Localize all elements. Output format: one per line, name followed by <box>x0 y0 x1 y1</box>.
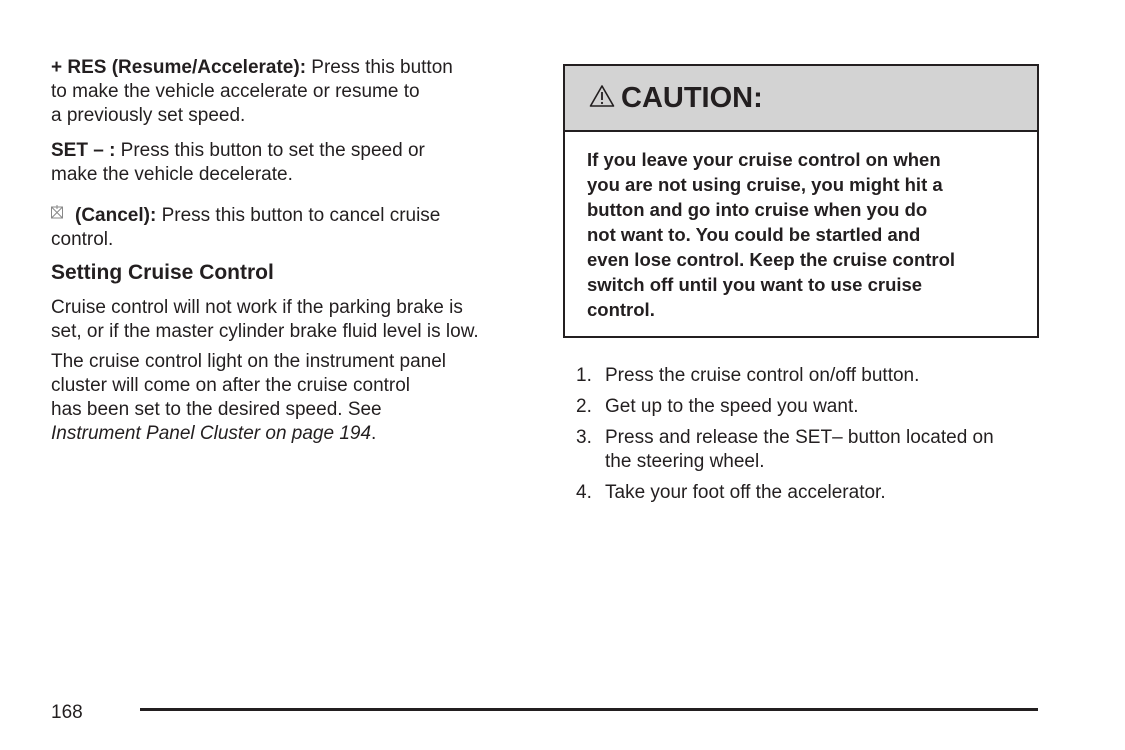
list-item <box>576 426 994 474</box>
step-text: Take your foot off the accelerator. <box>605 482 886 503</box>
set-label: SET – : <box>51 140 116 161</box>
res-text: Press this button to make the vehicle accelerate or resume to a previously set speed. <box>51 57 453 126</box>
step-number: 1. <box>576 365 592 386</box>
cancel-paragraph <box>51 202 440 252</box>
res-label: + RES (Resume/Accelerate): <box>51 57 307 78</box>
para-2-end: . <box>371 423 377 444</box>
caution-title: CAUTION: <box>621 81 763 114</box>
set-text: Press this button to set the speed or make the vehicle decelerate. <box>51 140 425 185</box>
steps-list <box>576 364 994 512</box>
cancel-label: (Cancel): <box>75 205 157 226</box>
list-item <box>576 481 994 505</box>
step-text: Press the cruise control on/off button. <box>605 365 920 386</box>
step-number: 2. <box>576 396 592 417</box>
cancel-icon <box>51 202 65 226</box>
para-2-text: The cruise control light on the instrument panel cluster will come on after the cruise control has been set to the desired speed. See <box>51 351 446 420</box>
step-number: 4. <box>576 482 592 503</box>
list-item <box>576 395 994 419</box>
caution-body: If you leave your cruise control on when you are not using cruise, you might hit a button and go into cruise when you do not want to. You could be startled and even lose control. Keep the cruise control switch off until you want to use cruise control. <box>587 149 956 320</box>
step-text: Press and release the SET– button located on the steering wheel. <box>605 427 994 472</box>
page-number: 168 <box>51 702 83 723</box>
cancel-text: Press this button to cancel cruise control. <box>51 205 441 250</box>
step-number: 3. <box>576 427 592 448</box>
footer-rule <box>140 708 1038 711</box>
step-text: Get up to the speed you want. <box>605 396 859 417</box>
caution-header <box>565 66 1037 132</box>
set-paragraph <box>51 139 425 187</box>
para-2 <box>51 350 446 446</box>
warning-triangle-icon <box>589 84 615 113</box>
list-item <box>576 364 994 388</box>
cross-reference-link[interactable]: Instrument Panel Cluster on page 194 <box>51 423 372 444</box>
para-1: Cruise control will not work if the parking brake is set, or if the master cylinder brake fluid level is low. <box>51 297 479 342</box>
res-paragraph <box>51 56 453 128</box>
caution-box <box>563 64 1039 338</box>
section-heading: Setting Cruise Control <box>51 261 274 284</box>
